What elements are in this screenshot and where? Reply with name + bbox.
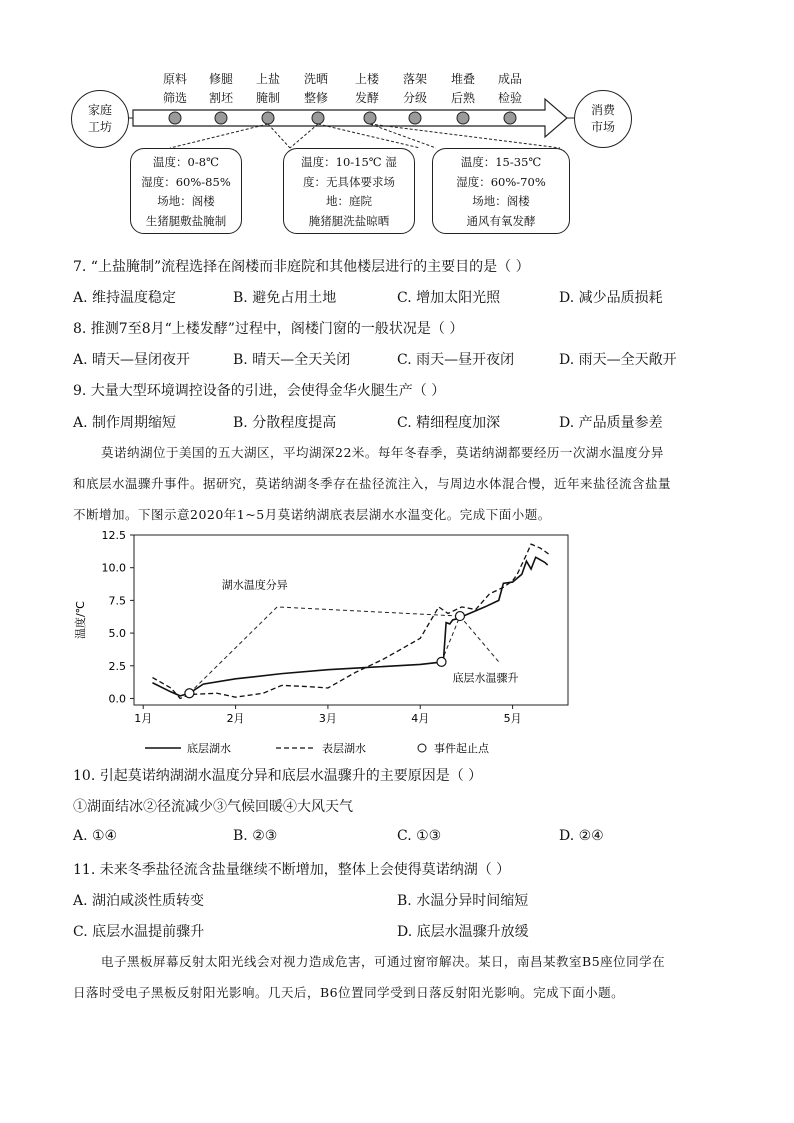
passage-electronic-blackboard xyxy=(73,946,733,1008)
box-2-line-3: 地：庭院 xyxy=(326,194,372,208)
condition-box-salting xyxy=(130,148,242,234)
step-3-line-1: 上盐 xyxy=(255,72,280,86)
step-6-line-2: 分级 xyxy=(402,91,427,105)
q8-option-a[interactable]: A. 晴天—昼闭夜开 xyxy=(73,352,191,368)
box-2-line-2: 度：无具体要求场 xyxy=(303,174,395,189)
annotation-surge: 底层水温骤升 xyxy=(452,671,519,685)
event-point-1 xyxy=(185,689,194,698)
step-label-2 xyxy=(201,70,241,108)
box-1-line-2: 湿度：60%-85% xyxy=(141,174,231,189)
step-label-7 xyxy=(443,70,483,108)
step-label-4 xyxy=(296,70,336,108)
flow-step-dot-7 xyxy=(457,112,469,124)
box-1-line-4: 生猪腿敷盐腌制 xyxy=(145,213,227,228)
step-2-line-1: 修腿 xyxy=(208,72,233,86)
step-1-line-1: 原料 xyxy=(162,72,187,86)
step-label-8 xyxy=(490,70,530,108)
start-node-line-1: 家庭 xyxy=(87,103,112,117)
q11-option-c[interactable]: C. 底层水温提前骤升 xyxy=(73,924,205,940)
x-tick-label: 3月 xyxy=(318,712,337,725)
q10-option-d[interactable]: D. ②④ xyxy=(559,828,604,844)
q8-option-b[interactable]: B. 晴天—全天关闭 xyxy=(233,352,351,368)
annotation-divergence: 湖水温度分异 xyxy=(221,578,288,592)
q7-option-b[interactable]: B. 避免占用土地 xyxy=(233,290,337,306)
y-tick-label: 10.0 xyxy=(101,561,126,575)
start-node-home-workshop xyxy=(71,90,129,148)
legend-swatch-event xyxy=(418,744,426,752)
step-label-5 xyxy=(347,70,387,108)
passage-1-line-3: 不断增加。下图示意2020年1~5月莫诺纳湖底表层湖水水温变化。完成下面小题。 xyxy=(73,507,551,522)
end-node-consumer-market xyxy=(574,90,632,148)
flow-step-dot-3 xyxy=(262,112,274,124)
q11-option-b[interactable]: B. 水温分异时间缩短 xyxy=(397,893,529,909)
flow-step-dot-2 xyxy=(215,112,227,124)
box-1-line-1: 温度：0-8℃ xyxy=(153,155,219,169)
step-5-line-1: 上楼 xyxy=(354,72,379,86)
x-tick-label: 4月 xyxy=(411,712,430,725)
question-11-stem: 11. 未来冬季盐径流含盐量继续不断增加，整体上会使得莫诺纳湖（ ） xyxy=(73,862,511,878)
step-4-line-1: 洗晒 xyxy=(303,72,328,86)
condition-box-fermenting xyxy=(432,148,570,234)
question-7-stem: 7. “上盐腌制”流程选择在阁楼而非庭院和其他楼层进行的主要目的是（ ） xyxy=(73,259,530,275)
box-3-line-3: 场地：阁楼 xyxy=(472,194,530,208)
q9-option-d[interactable]: D. 产品质量参差 xyxy=(559,415,663,431)
y-tick-label: 0.0 xyxy=(108,692,126,706)
q7-option-a[interactable]: A. 维持温度稳定 xyxy=(73,290,177,306)
chart-legend xyxy=(145,741,490,755)
passage-2-line-1: 电子黑板屏幕反射太阳光线会对视力造成危害，可通过窗帘解决。某日，南昌某教室B5座位同学在 xyxy=(101,954,666,969)
legend-label-surface: 表层湖水 xyxy=(322,742,366,755)
event-point-2 xyxy=(437,657,446,666)
flow-step-dot-4 xyxy=(312,112,324,124)
question-10-choices: ①湖面结冰②径流减少③气候回暖④大风天气 xyxy=(73,799,353,815)
q7-option-c[interactable]: C. 增加太阳光照 xyxy=(397,290,501,306)
box-3-line-1: 温度：15-35℃ xyxy=(460,155,542,169)
flow-step-dot-8 xyxy=(504,112,516,124)
step-6-line-1: 落架 xyxy=(402,72,427,86)
lake-temperature-chart xyxy=(70,525,590,760)
question-9-stem: 9. 大量大型环境调控设备的引进，会使得金华火腿生产（ ） xyxy=(73,383,446,399)
question-10-stem: 10. 引起莫诺纳湖湖水温度分异和底层水温骤升的主要原因是（ ） xyxy=(73,768,483,784)
box-1-line-3: 场地：阁楼 xyxy=(157,194,215,208)
flow-step-dot-5 xyxy=(364,112,376,124)
step-label-3 xyxy=(248,70,288,108)
step-4-line-2: 整修 xyxy=(303,91,328,105)
step-8-line-2: 检验 xyxy=(497,91,522,105)
q8-option-c[interactable]: C. 雨天—昼开夜闭 xyxy=(397,352,515,368)
q7-option-d[interactable]: D. 减少品质损耗 xyxy=(559,290,663,306)
end-node-line-1: 消费 xyxy=(590,103,615,117)
legend-label-bottom: 底层湖水 xyxy=(187,742,231,755)
y-tick-label: 7.5 xyxy=(108,594,126,608)
step-8-line-1: 成品 xyxy=(497,72,522,86)
q9-option-c[interactable]: C. 精细程度加深 xyxy=(397,415,501,431)
box-3-line-4: 通风有氧发酵 xyxy=(466,213,536,228)
passage-2-line-2: 日落时受电子黑板反射阳光影响。几天后，B6位置同学受到日落反射阳光影响。完成下面小题。 xyxy=(73,985,625,1000)
passage-1-line-2: 和底层水温骤升事件。据研究，莫诺纳湖冬季存在盐径流注入，与周边水体混合慢，近年来盐径流含盐量 xyxy=(73,476,672,491)
passage-lake-monona xyxy=(73,437,733,530)
condition-box-washing xyxy=(283,148,415,234)
q11-option-a[interactable]: A. 湖泊咸淡性质转变 xyxy=(73,893,205,909)
end-node-line-2: 市场 xyxy=(590,120,615,134)
x-tick-label: 1月 xyxy=(134,712,153,725)
step-label-6 xyxy=(395,70,435,108)
passage-1-line-1: 莫诺纳湖位于美国的五大湖区，平均湖深22米。每年冬春季，莫诺纳湖都要经历一次湖水温度分异 xyxy=(101,445,664,460)
legend-label-event: 事件起止点 xyxy=(434,742,489,755)
y-tick-label: 2.5 xyxy=(108,659,126,673)
q9-option-b[interactable]: B. 分散程度提高 xyxy=(233,415,337,431)
q10-option-c[interactable]: C. ①③ xyxy=(397,828,442,844)
y-tick-label: 12.5 xyxy=(101,529,126,542)
box-2-line-4: 腌猪腿洗盐晾晒 xyxy=(308,213,390,228)
step-5-line-2: 发酵 xyxy=(354,91,379,105)
q11-option-d[interactable]: D. 底层水温骤升放缓 xyxy=(397,924,529,940)
q10-option-a[interactable]: A. ①④ xyxy=(73,828,118,844)
box-3-line-2: 湿度：60%-70% xyxy=(456,174,546,189)
y-axis-label: 温度/℃ xyxy=(74,600,87,640)
event-point-3 xyxy=(455,612,464,621)
x-tick-label: 2月 xyxy=(226,712,245,725)
q10-option-b[interactable]: B. ②③ xyxy=(233,828,278,844)
step-7-line-1: 堆叠 xyxy=(450,72,475,86)
box-2-line-1: 温度：10-15℃ 湿 xyxy=(301,155,397,169)
step-label-1 xyxy=(155,70,195,108)
step-7-line-2: 后熟 xyxy=(450,91,475,105)
step-2-line-2: 割坯 xyxy=(208,91,233,105)
y-tick-label: 5.0 xyxy=(108,627,126,641)
question-8-stem: 8. 推测7至8月“上楼发酵”过程中，阁楼门窗的一般状况是（ ） xyxy=(73,321,464,337)
x-tick-label: 5月 xyxy=(503,712,522,725)
flow-step-dot-1 xyxy=(169,112,181,124)
step-3-line-2: 腌制 xyxy=(255,91,280,105)
step-1-line-2: 筛选 xyxy=(162,91,187,105)
flow-step-dot-6 xyxy=(409,112,421,124)
start-node-line-2: 工坊 xyxy=(87,120,112,134)
q8-option-d[interactable]: D. 雨天—全天敞开 xyxy=(559,352,677,368)
q9-option-a[interactable]: A. 制作周期缩短 xyxy=(73,415,177,431)
